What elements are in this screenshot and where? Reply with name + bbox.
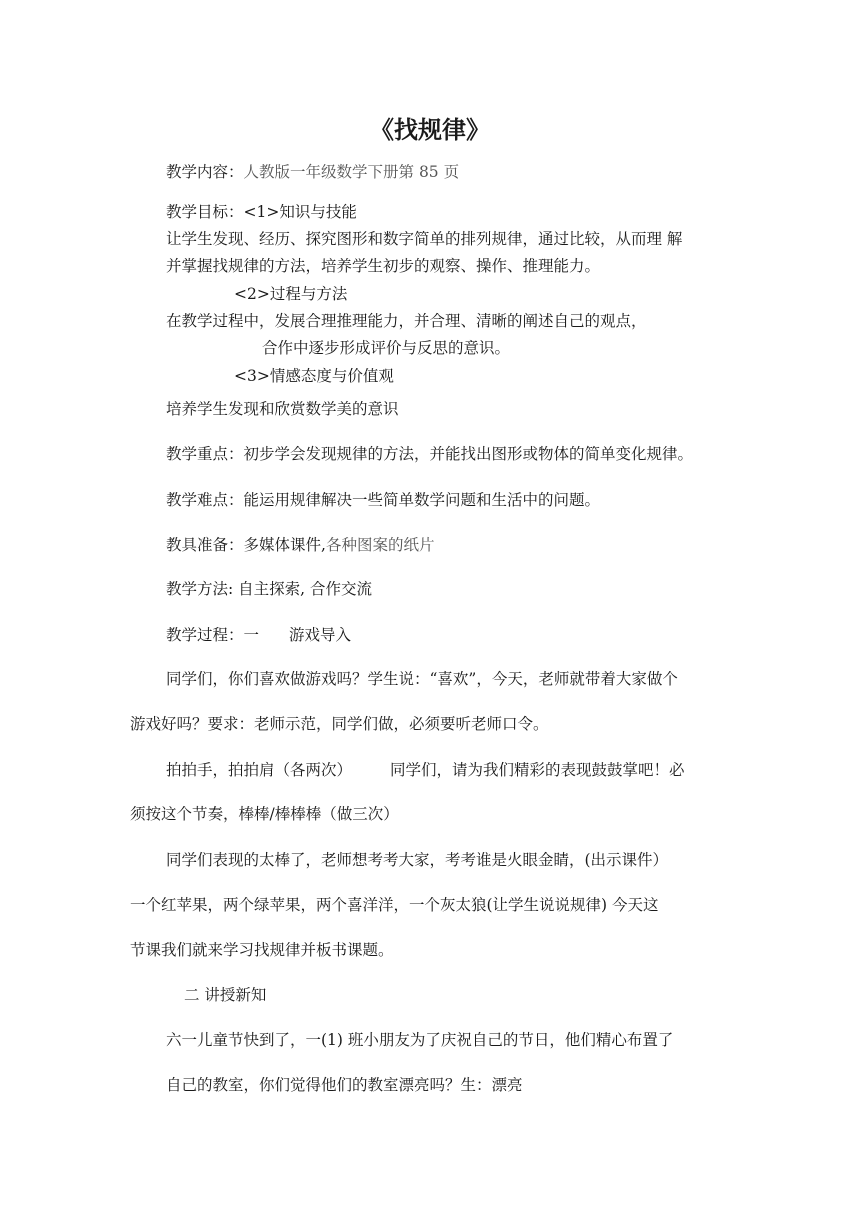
teaching-content: [166, 162, 459, 182]
para4-line1: 六一儿童节快到了，一(1) 班小朋友为了庆祝自己的节日，他们精心布置了: [166, 1031, 674, 1049]
goal-sub2-text-line2: 合作中逐步形成评价与反思的意识。: [262, 339, 511, 357]
key-points: 教学重点：初步学会发现规律的方法，并能找出图形或物体的简单变化规律。: [166, 445, 694, 463]
para2-line1: [166, 760, 685, 780]
goal-sub3-heading: <3>情感态度与价值观: [234, 367, 394, 385]
teaching-content-value: 人教版一年级数学下册第 85 页: [243, 163, 460, 181]
para1-line2: 游戏好吗？要求：老师示范，同学们做，必须要听老师口令。: [130, 715, 549, 733]
goal-sub2-heading: <2>过程与方法: [234, 285, 348, 303]
para2-line1-part2: 同学们，请为我们精彩的表现鼓鼓掌吧！必: [390, 761, 685, 779]
teaching-tools-label: 教具准备：多媒体课件,: [166, 536, 326, 554]
para3-line3: 节课我们就来学习找规律并板书课题。: [130, 941, 394, 959]
goal-sub3-text: 培养学生发现和欣赏数学美的意识: [166, 400, 399, 418]
document-title: 《找规律》: [370, 116, 490, 144]
step1-title: 游戏导入: [289, 626, 352, 644]
para1-line1: 同学们，你们喜欢做游戏吗？学生说：“喜欢”，今天，老师就带着大家做个: [166, 670, 678, 688]
para4-line2: 自己的教室，你们觉得他们的教室漂亮吗？生：漂亮: [166, 1076, 523, 1094]
para2-line1-part1: 拍拍手，拍拍肩（各两次）: [166, 761, 353, 779]
goal-sub2-text-line1: 在教学过程中，发展合理推理能力，并合理、清晰的阐述自己的观点，: [166, 312, 647, 330]
para3-line2: 一个红苹果，两个绿苹果，两个喜洋洋，一个灰太狼(让学生说说规律) 今天这: [130, 896, 659, 914]
goal-sub1-text-line1: 让学生发现、经历、探究图形和数字简单的排列规律，通过比较，从而理 解: [166, 230, 683, 248]
teaching-goals-label: 教学目标：: [166, 203, 244, 221]
teaching-tools-value: 各种图案的纸片: [325, 536, 435, 554]
para2-line2: 须按这个节奏，棒棒/棒棒棒（做三次）: [130, 805, 399, 823]
step2-title: 二 讲授新知: [184, 986, 267, 1004]
teaching-process-heading: [166, 625, 351, 645]
difficulties: 教学难点：能运用规律解决一些简单数学问题和生活中的问题。: [166, 491, 601, 509]
goal-sub1-text-line2: 并掌握找规律的方法，培养学生初步的观察、操作、推理能力。: [166, 257, 601, 275]
goal-sub1-heading: <1>知识与技能: [243, 203, 357, 221]
teaching-content-label: 教学内容：: [166, 163, 244, 181]
teaching-method: 教学方法: 自主探索, 合作交流: [166, 580, 373, 598]
teaching-goals-heading: [166, 202, 357, 222]
teaching-tools: [166, 535, 434, 555]
teaching-process-label: 教学过程：一: [166, 626, 260, 644]
para3-line1: 同学们表现的太棒了，老师想考考大家，考考谁是火眼金睛，(出示课件）: [166, 851, 669, 869]
